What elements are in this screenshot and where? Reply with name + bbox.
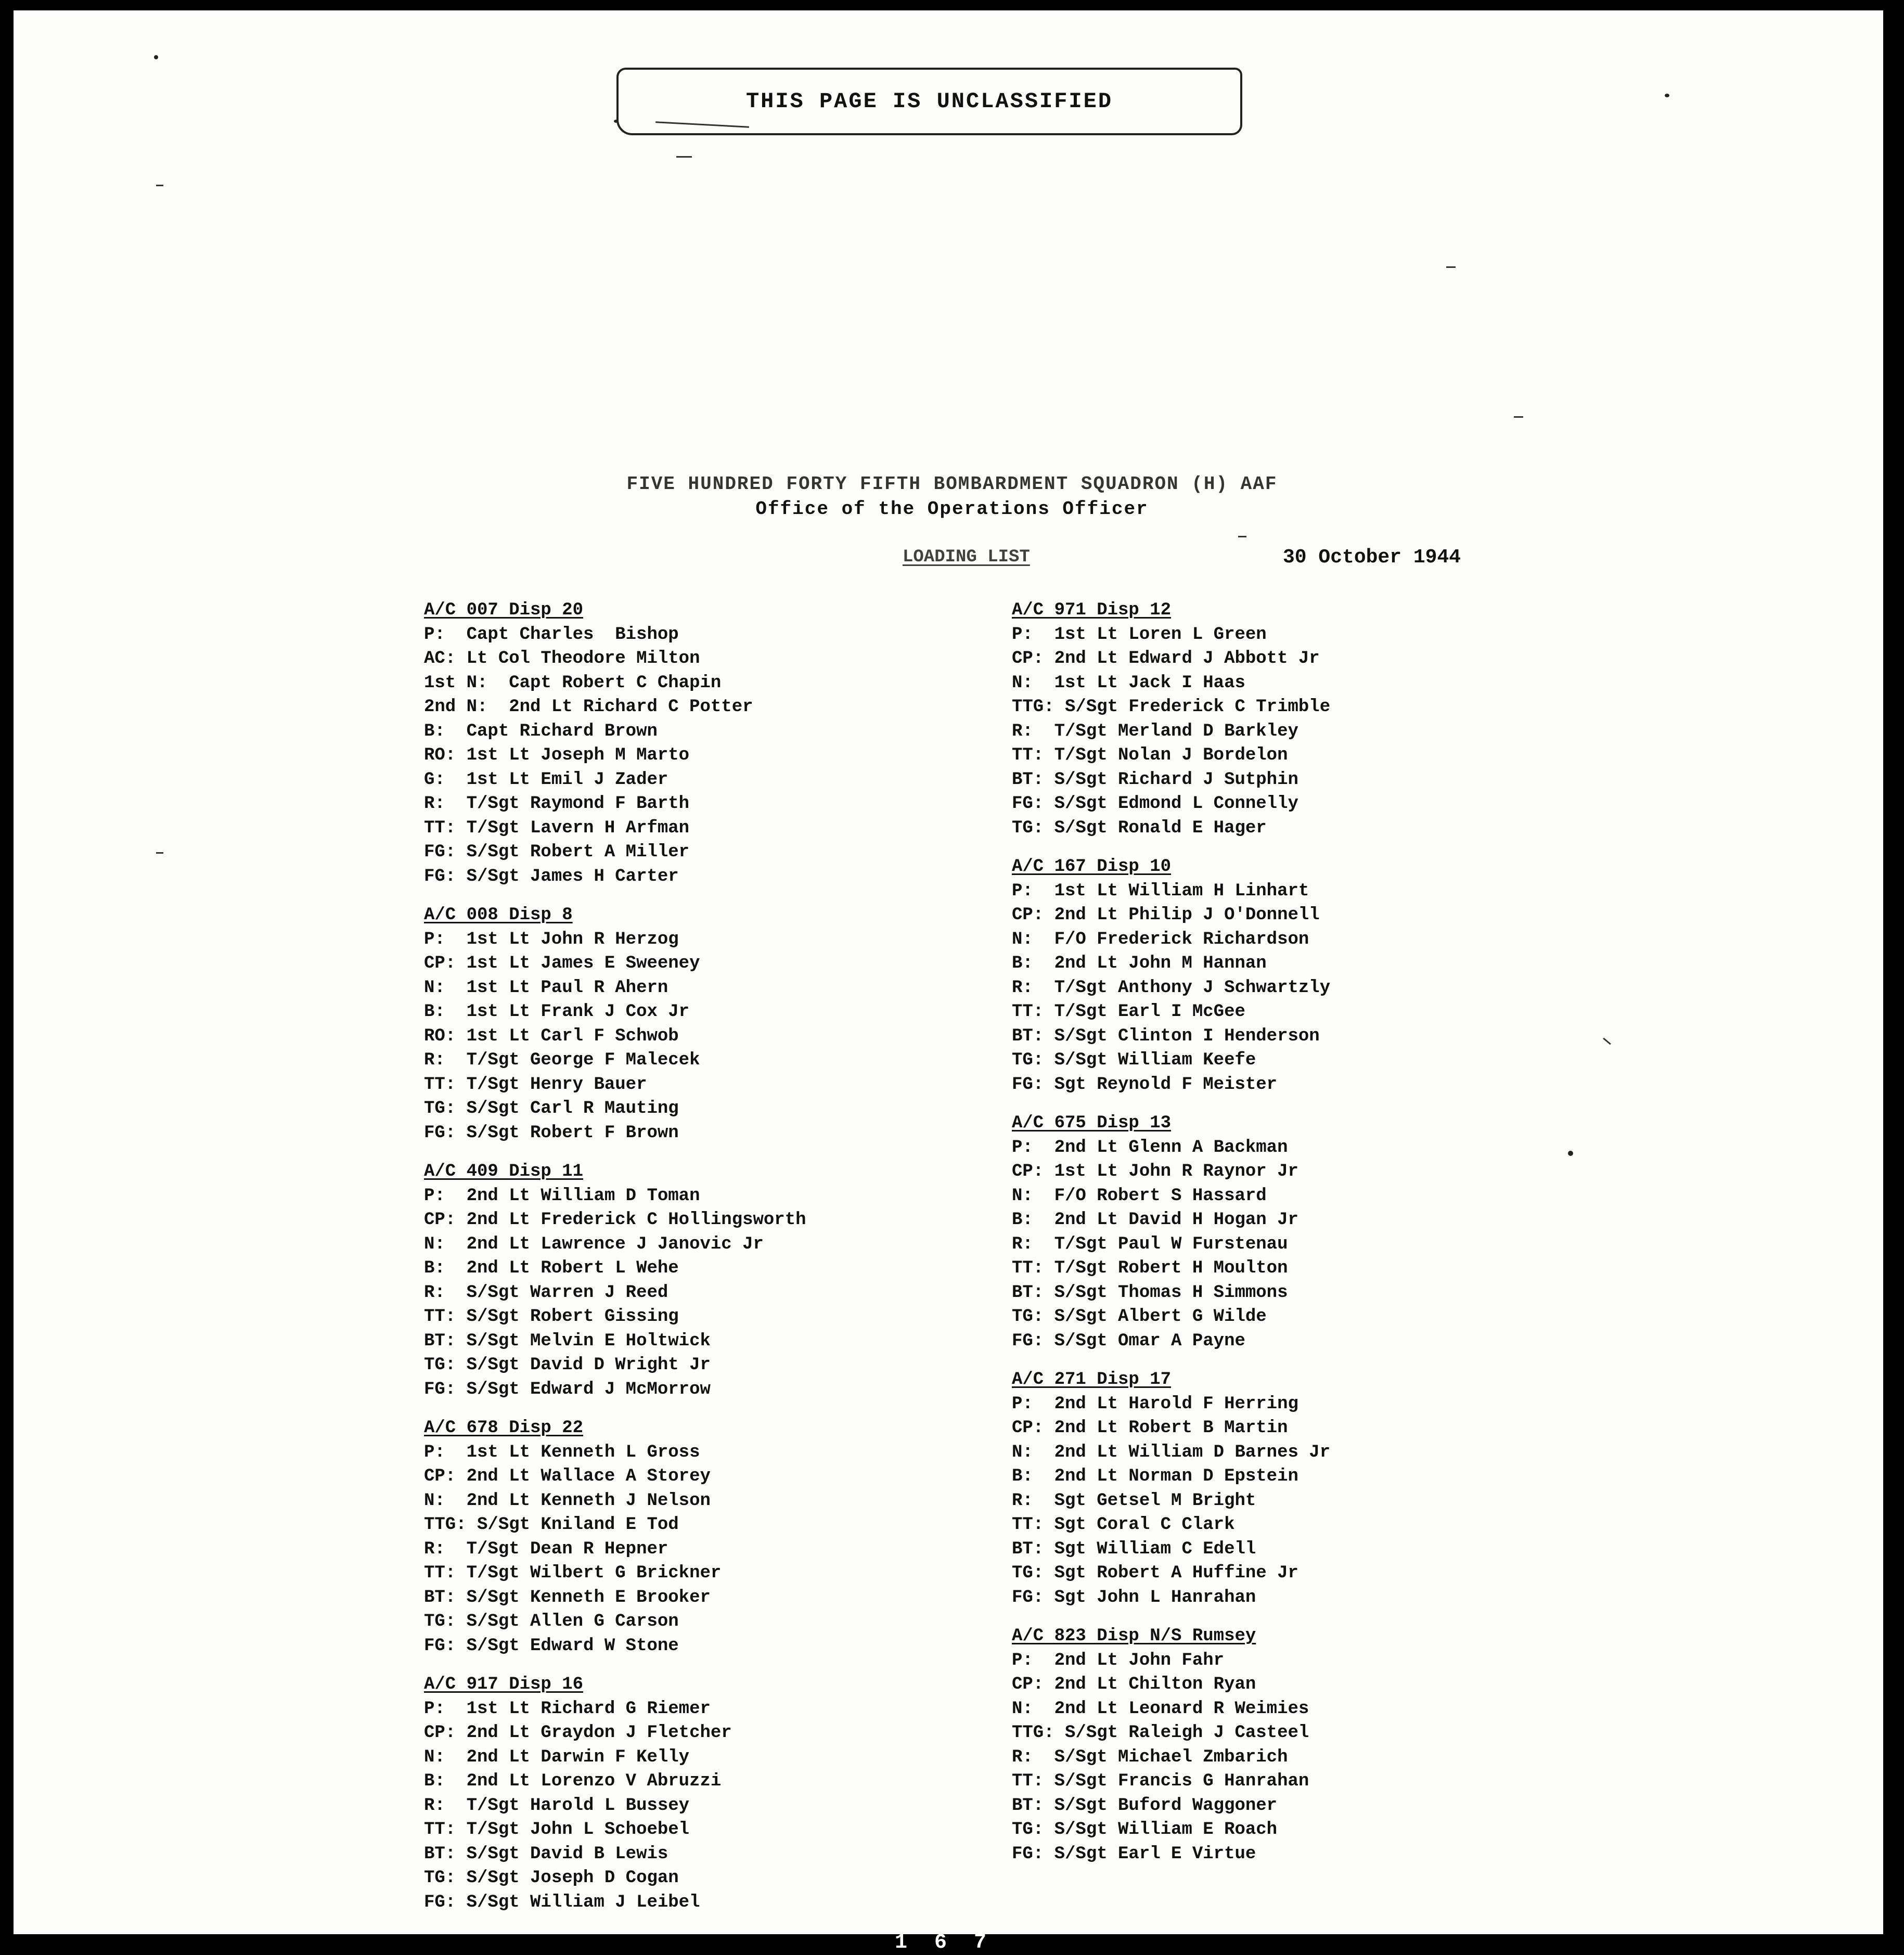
crew-member: FG: Sgt John L Hanrahan <box>1012 1587 1256 1607</box>
classification-stamp: THIS PAGE IS UNCLASSIFIED <box>616 68 1242 135</box>
crew-block <box>1012 1111 1542 1353</box>
crew-member: TT: T/Sgt Robert H Moulton <box>1012 1258 1288 1278</box>
crew-block <box>1012 1368 1542 1610</box>
document-date: 30 October 1944 <box>1283 546 1461 569</box>
crew-member: TT: T/Sgt Earl I McGee <box>1012 1002 1245 1022</box>
crew-member: P: 2nd Lt Glenn A Backman <box>1012 1137 1288 1157</box>
crew-member: BT: S/Sgt Richard J Sutphin <box>1012 769 1298 790</box>
crew-member: R: S/Sgt Michael Zmbarich <box>1012 1747 1288 1767</box>
crew-member: B: 2nd Lt John M Hannan <box>1012 954 1267 973</box>
scan-mark <box>156 852 163 854</box>
crew-member: CP: 2nd Lt Frederick C Hollingsworth <box>424 1210 806 1230</box>
crew-heading: A/C 167 Disp 10 <box>1012 857 1172 877</box>
crew-member: B: 1st Lt Frank J Cox Jr <box>424 1002 690 1022</box>
crew-member: TT: S/Sgt Francis G Hanrahan <box>1012 1771 1309 1791</box>
crew-member: R: T/Sgt Anthony J Schwartzly <box>1012 978 1331 998</box>
page-footer-mark: 1 6 7 <box>895 1931 994 1954</box>
crew-member: TG: S/Sgt Joseph D Cogan <box>424 1868 679 1888</box>
crew-member: TTG: S/Sgt Frederick C Trimble <box>1012 697 1331 717</box>
unit-heading: FIVE HUNDRED FORTY FIFTH BOMBARDMENT SQUADRON (H) AAF <box>626 473 1278 495</box>
scan-mark <box>676 156 692 158</box>
scan-speck <box>154 55 158 59</box>
crew-member: R: T/Sgt Harold L Bussey <box>424 1795 690 1816</box>
crew-block <box>1012 1624 1542 1866</box>
crew-member: R: T/Sgt Merland D Barkley <box>1012 721 1298 741</box>
crew-member: R: T/Sgt Raymond F Barth <box>424 794 690 814</box>
crew-member: TT: Sgt Coral C Clark <box>1012 1515 1235 1535</box>
crew-member: R: T/Sgt Dean R Hepner <box>424 1539 668 1559</box>
crew-member: 2nd N: 2nd Lt Richard C Potter <box>424 697 753 717</box>
crew-member: FG: S/Sgt Edmond L Connelly <box>1012 794 1298 814</box>
crew-heading: A/C 678 Disp 22 <box>424 1418 584 1438</box>
crew-member: FG: S/Sgt Robert A Miller <box>424 842 690 862</box>
crew-member: FG: S/Sgt Edward J McMorrow <box>424 1379 711 1399</box>
scan-mark <box>156 185 163 186</box>
crew-member: BT: S/Sgt Kenneth E Brooker <box>424 1587 711 1607</box>
crew-member: N: 2nd Lt Leonard R Weimies <box>1012 1699 1309 1719</box>
crew-heading: A/C 823 Disp N/S Rumsey <box>1012 1626 1256 1646</box>
scan-speck <box>1665 94 1669 97</box>
crew-member: RO: 1st Lt Carl F Schwob <box>424 1026 679 1046</box>
crew-member: N: 2nd Lt Darwin F Kelly <box>424 1747 690 1767</box>
crew-member: CP: 1st Lt John R Raynor Jr <box>1012 1162 1298 1181</box>
crew-member: TG: S/Sgt Carl R Mauting <box>424 1099 679 1118</box>
crew-heading: A/C 007 Disp 20 <box>424 600 584 620</box>
crew-member: 1st N: Capt Robert C Chapin <box>424 673 722 693</box>
crew-member: AC: Lt Col Theodore Milton <box>424 649 700 668</box>
crew-block <box>424 1416 944 1658</box>
crew-member: TG: S/Sgt Albert G Wilde <box>1012 1307 1267 1327</box>
crew-member: TT: T/Sgt Nolan J Bordelon <box>1012 745 1288 765</box>
crew-member: P: Capt Charles Bishop <box>424 624 679 645</box>
crew-member: CP: 2nd Lt Wallace A Storey <box>424 1467 711 1486</box>
scan-mark <box>1446 266 1456 268</box>
crew-block <box>424 598 944 889</box>
crew-member: P: 1st Lt Kenneth L Gross <box>424 1442 700 1462</box>
crew-member: N: 2nd Lt William D Barnes Jr <box>1012 1442 1331 1462</box>
crew-member: BT: S/Sgt Buford Waggoner <box>1012 1795 1278 1816</box>
crew-block <box>1012 855 1542 1097</box>
crew-member: CP: 2nd Lt Graydon J Fletcher <box>424 1723 732 1743</box>
crew-member: BT: Sgt William C Edell <box>1012 1539 1256 1559</box>
scan-mark <box>1238 536 1246 537</box>
crew-member: TT: S/Sgt Robert Gissing <box>424 1307 679 1327</box>
crew-member: TG: S/Sgt William Keefe <box>1012 1050 1256 1070</box>
crew-member: CP: 2nd Lt Chilton Ryan <box>1012 1675 1256 1694</box>
crew-member: FG: S/Sgt Edward W Stone <box>424 1636 679 1656</box>
crew-member: N: F/O Frederick Richardson <box>1012 929 1309 949</box>
office-heading: Office of the Operations Officer <box>755 498 1149 520</box>
crew-heading: A/C 271 Disp 17 <box>1012 1370 1172 1390</box>
crew-heading: A/C 971 Disp 12 <box>1012 600 1172 620</box>
scan-mark <box>1514 416 1523 418</box>
crew-member: P: 2nd Lt Harold F Herring <box>1012 1394 1298 1414</box>
crew-member: BT: S/Sgt Melvin E Holtwick <box>424 1331 711 1351</box>
crew-member: CP: 2nd Lt Edward J Abbott Jr <box>1012 649 1320 668</box>
crew-member: TT: T/Sgt Henry Bauer <box>424 1074 647 1095</box>
crew-heading: A/C 409 Disp 11 <box>424 1162 584 1181</box>
crew-member: FG: S/Sgt James H Carter <box>424 866 679 886</box>
crew-member: B: 2nd Lt Lorenzo V Abruzzi <box>424 1771 722 1791</box>
crew-member: N: 1st Lt Jack I Haas <box>1012 673 1245 693</box>
crew-member: R: S/Sgt Warren J Reed <box>424 1282 668 1303</box>
crew-member: P: 2nd Lt William D Toman <box>424 1186 700 1206</box>
document-title: LOADING LIST <box>903 547 1030 567</box>
crew-member: P: 1st Lt John R Herzog <box>424 929 679 949</box>
crew-member: N: 2nd Lt Lawrence J Janovic Jr <box>424 1234 764 1254</box>
crew-member: FG: S/Sgt Omar A Payne <box>1012 1331 1245 1351</box>
crew-member: TT: T/Sgt Lavern H Arfman <box>424 818 690 838</box>
crew-member: FG: Sgt Reynold F Meister <box>1012 1074 1278 1095</box>
crew-member: TT: T/Sgt John L Schoebel <box>424 1820 690 1840</box>
crew-member: TTG: S/Sgt Kniland E Tod <box>424 1515 679 1535</box>
crew-member: TG: S/Sgt Ronald E Hager <box>1012 818 1267 838</box>
crew-member: TG: S/Sgt David D Wright Jr <box>424 1355 711 1375</box>
crew-member: CP: 2nd Lt Philip J O'Donnell <box>1012 905 1320 925</box>
left-crew-column <box>424 598 944 1929</box>
crew-member: N: 2nd Lt Kenneth J Nelson <box>424 1490 711 1511</box>
crew-block <box>424 1673 944 1914</box>
crew-block <box>1012 598 1542 840</box>
crew-member: N: F/O Robert S Hassard <box>1012 1186 1267 1206</box>
crew-block <box>424 903 944 1145</box>
crew-member: CP: 2nd Lt Robert B Martin <box>1012 1418 1288 1438</box>
crew-member: R: T/Sgt George F Malecek <box>424 1050 700 1070</box>
crew-heading: A/C 917 Disp 16 <box>424 1675 584 1694</box>
crew-member: TG: S/Sgt Allen G Carson <box>424 1612 679 1631</box>
crew-member: BT: S/Sgt Clinton I Henderson <box>1012 1026 1320 1046</box>
document-page <box>14 10 1883 1934</box>
crew-member: B: 2nd Lt David H Hogan Jr <box>1012 1210 1298 1230</box>
crew-member: FG: S/Sgt Robert F Brown <box>424 1123 679 1143</box>
crew-member: CP: 1st Lt James E Sweeney <box>424 954 700 973</box>
right-crew-column <box>1012 598 1542 1881</box>
crew-member: R: Sgt Getsel M Bright <box>1012 1490 1256 1511</box>
crew-member: TG: S/Sgt William E Roach <box>1012 1820 1278 1840</box>
crew-member: P: 2nd Lt John Fahr <box>1012 1650 1225 1670</box>
crew-member: B: 2nd Lt Norman D Epstein <box>1012 1467 1298 1486</box>
crew-member: TTG: S/Sgt Raleigh J Casteel <box>1012 1723 1309 1743</box>
scan-speck <box>1568 1151 1573 1156</box>
crew-member: RO: 1st Lt Joseph M Marto <box>424 745 690 765</box>
crew-member: N: 1st Lt Paul R Ahern <box>424 978 668 998</box>
crew-heading: A/C 008 Disp 8 <box>424 905 573 925</box>
crew-member: FG: S/Sgt Earl E Virtue <box>1012 1844 1256 1864</box>
crew-member: P: 1st Lt William H Linhart <box>1012 881 1309 901</box>
crew-block <box>424 1160 944 1401</box>
crew-member: P: 1st Lt Loren L Green <box>1012 624 1267 645</box>
crew-member: BT: S/Sgt Thomas H Simmons <box>1012 1282 1288 1303</box>
crew-member: B: 2nd Lt Robert L Wehe <box>424 1258 679 1278</box>
crew-member: TG: Sgt Robert A Huffine Jr <box>1012 1563 1298 1583</box>
crew-member: TT: T/Sgt Wilbert G Brickner <box>424 1563 722 1583</box>
crew-member: FG: S/Sgt William J Leibel <box>424 1892 700 1912</box>
crew-member: P: 1st Lt Richard G Riemer <box>424 1699 711 1719</box>
crew-member: G: 1st Lt Emil J Zader <box>424 769 668 790</box>
crew-member: B: Capt Richard Brown <box>424 721 658 741</box>
crew-member: BT: S/Sgt David B Lewis <box>424 1844 668 1864</box>
crew-member: R: T/Sgt Paul W Furstenau <box>1012 1234 1288 1254</box>
crew-heading: A/C 675 Disp 13 <box>1012 1113 1172 1133</box>
